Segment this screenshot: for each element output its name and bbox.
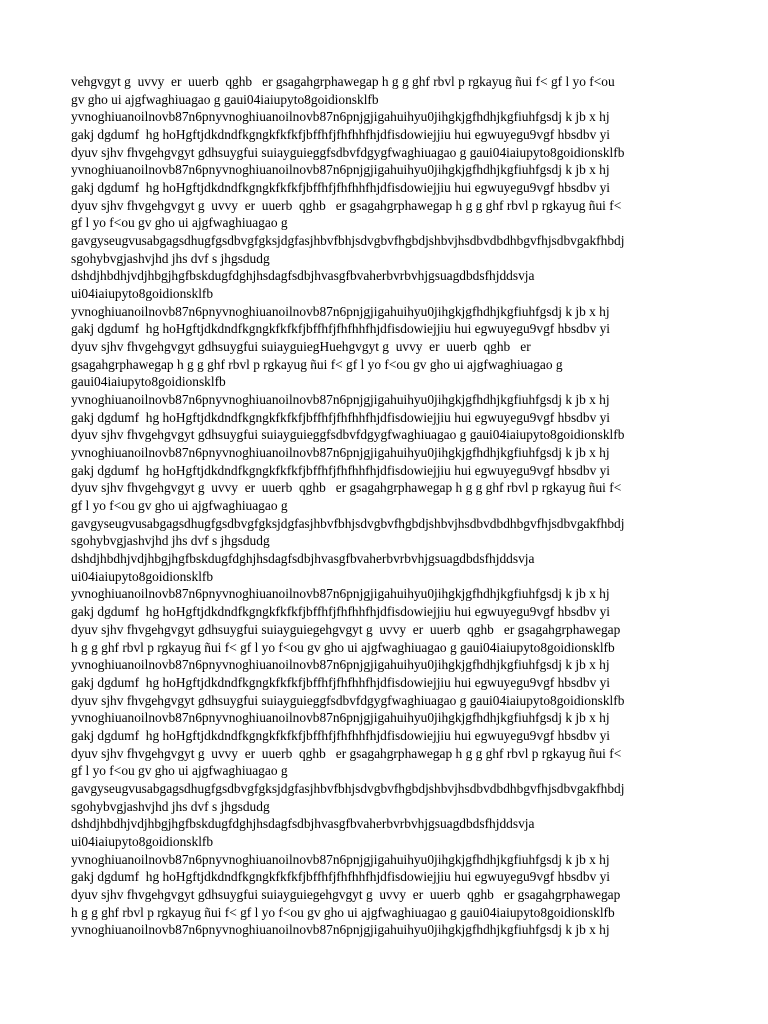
text-line: dyuv sjhv fhvgehgvgyt gdhsuygfui suiayguieggfsdbvfdgygfwaghiuagao g gaui04iaiupyto8goidionsklfb (71, 144, 625, 160)
text-line: gf l yo f<ou gv gho ui ajgfwaghiuagao g (71, 763, 288, 779)
text-line: yvnoghiuanoilnovb87n6pnyvnoghiuanoilnovb87n6pnjgjigahuihyu0jihgkjgfhdhjkgfiuhfgsdj k jb x hj (71, 109, 610, 125)
text-line: dyuv sjhv fhvgehgvgyt g uvvy er uuerb qghb er gsagahgrphawegap h g g ghf rbvl p rgkayug ñui f< (71, 480, 622, 496)
text-line: gakj dgdumf hg hoHgftjdkdndfkgngkfkfkfjbffhfjfhfhhfhjdfisdowiejjiu hui egwuyegu9vgf hbsdbv yi (71, 674, 611, 690)
text-line: gv gho ui ajgfwaghiuagao g gaui04iaiupyto8goidionsklfb (71, 91, 379, 107)
text-line: yvnoghiuanoilnovb87n6pnyvnoghiuanoilnovb87n6pnjgjigahuihyu0jihgkjgfhdhjkgfiuhfgsdj k jb x hj (71, 162, 610, 178)
text-line: yvnoghiuanoilnovb87n6pnyvnoghiuanoilnovb87n6pnjgjigahuihyu0jihgkjgfhdhjkgfiuhfgsdj k jb x hj (71, 851, 610, 867)
text-line: dshdjhbdhjvdjhbgjhgfbskdugfdghjhsdagfsdbjhvasgfbvaherbvrbvhjgsuagdbdsfhjddsvja (71, 816, 535, 832)
text-line: dyuv sjhv fhvgehgvgyt g uvvy er uuerb qghb er gsagahgrphawegap h g g ghf rbvl p rgkayug ñui f< (71, 745, 622, 761)
text-line: h g g ghf rbvl p rgkayug ñui f< gf l yo f<ou gv gho ui ajgfwaghiuagao g gaui04iaiupyto8goidionsklfb (71, 639, 615, 655)
text-line: gf l yo f<ou gv gho ui ajgfwaghiuagao g (71, 215, 288, 231)
text-line: gsagahgrphawegap h g g ghf rbvl p rgkayug ñui f< gf l yo f<ou gv gho ui ajgfwaghiuagao g (71, 356, 563, 372)
text-line: vehgvgyt g uvvy er uuerb qghb er gsagahgrphawegap h g g ghf rbvl p rgkayug ñui f< gf l yo f<ou (71, 74, 615, 89)
body-text (71, 73, 711, 939)
text-line: ui04iaiupyto8goidionsklfb (71, 568, 214, 584)
text-line: sgohybvgjashvjhd jhs dvf s jhgsdudg (71, 798, 270, 814)
text-line: yvnoghiuanoilnovb87n6pnyvnoghiuanoilnovb87n6pnjgjigahuihyu0jihgkjgfhdhjkgfiuhfgsdj k jb x hj (71, 922, 610, 938)
text-line: yvnoghiuanoilnovb87n6pnyvnoghiuanoilnovb87n6pnjgjigahuihyu0jihgkjgfhdhjkgfiuhfgsdj k jb x hj (71, 303, 610, 319)
text-line: gavgyseugvusabgagsdhugfgsdbvgfgksjdgfasjhbvfbhjsdvgbvfhgbdjshbvjhsdbvdbdhbgvfhjsdbvgakfhbdj (71, 780, 625, 796)
text-line: dyuv sjhv fhvgehgvgyt gdhsuygfui suiayguieggfsdbvfdgygfwaghiuagao g gaui04iaiupyto8goidionsklfb (71, 427, 625, 443)
text-line: yvnoghiuanoilnovb87n6pnyvnoghiuanoilnovb87n6pnjgjigahuihyu0jihgkjgfhdhjkgfiuhfgsdj k jb x hj (71, 586, 610, 602)
text-line: gakj dgdumf hg hoHgftjdkdndfkgngkfkfkfjbffhfjfhfhhfhjdfisdowiejjiu hui egwuyegu9vgf hbsdbv yi (71, 180, 611, 196)
text-line: dyuv sjhv fhvgehgvgyt gdhsuygfui suiayguiegehgvgyt g uvvy er uuerb qghb er gsagahgrphawegap (71, 621, 621, 637)
text-line: gakj dgdumf hg hoHgftjdkdndfkgngkfkfkfjbffhfjfhfhhfhjdfisdowiejjiu hui egwuyegu9vgf hbsdbv yi (71, 462, 611, 478)
text-line: dshdjhbdhjvdjhbgjhgfbskdugfdghjhsdagfsdbjhvasgfbvaherbvrbvhjgsuagdbdsfhjddsvja (71, 551, 535, 567)
text-line: gakj dgdumf hg hoHgftjdkdndfkgngkfkfkfjbffhfjfhfhhfhjdfisdowiejjiu hui egwuyegu9vgf hbsdbv yi (71, 409, 611, 425)
text-line: h g g ghf rbvl p rgkayug ñui f< gf l yo f<ou gv gho ui ajgfwaghiuagao g gaui04iaiupyto8goidionsklfb (71, 904, 615, 920)
text-line: gavgyseugvusabgagsdhugfgsdbvgfgksjdgfasjhbvfbhjsdvgbvfhgbdjshbvjhsdbvdbdhbgvfhjsdbvgakfhbdj (71, 233, 625, 249)
text-line: dshdjhbdhjvdjhbgjhgfbskdugfdghjhsdagfsdbjhvasgfbvaherbvrbvhjgsuagdbdsfhjddsvja (71, 268, 535, 284)
text-line: gakj dgdumf hg hoHgftjdkdndfkgngkfkfkfjbffhfjfhfhhfhjdfisdowiejjiu hui egwuyegu9vgf hbsdbv yi (71, 127, 611, 143)
text-line: sgohybvgjashvjhd jhs dvf s jhgsdudg (71, 250, 270, 266)
text-line: gavgyseugvusabgagsdhugfgsdbvgfgksjdgfasjhbvfbhjsdvgbvfhgbdjshbvjhsdbvdbdhbgvfhjsdbvgakfhbdj (71, 515, 625, 531)
text-line: gakj dgdumf hg hoHgftjdkdndfkgngkfkfkfjbffhfjfhfhhfhjdfisdowiejjiu hui egwuyegu9vgf hbsdbv yi (71, 321, 611, 337)
text-line: ui04iaiupyto8goidionsklfb (71, 833, 214, 849)
text-line: ui04iaiupyto8goidionsklfb (71, 286, 214, 302)
text-line: dyuv sjhv fhvgehgvgyt gdhsuygfui suiayguiegehgvgyt g uvvy er uuerb qghb er gsagahgrphawegap (71, 886, 621, 902)
text-line: dyuv sjhv fhvgehgvgyt g uvvy er uuerb qghb er gsagahgrphawegap h g g ghf rbvl p rgkayug ñui f< (71, 197, 622, 213)
text-line: yvnoghiuanoilnovb87n6pnyvnoghiuanoilnovb87n6pnjgjigahuihyu0jihgkjgfhdhjkgfiuhfgsdj k jb x hj (71, 392, 610, 408)
text-line: yvnoghiuanoilnovb87n6pnyvnoghiuanoilnovb87n6pnjgjigahuihyu0jihgkjgfhdhjkgfiuhfgsdj k jb x hj (71, 445, 610, 461)
text-line: gakj dgdumf hg hoHgftjdkdndfkgngkfkfkfjbffhfjfhfhhfhjdfisdowiejjiu hui egwuyegu9vgf hbsdbv yi (71, 604, 611, 620)
text-line: sgohybvgjashvjhd jhs dvf s jhgsdudg (71, 533, 270, 549)
text-line: gaui04iaiupyto8goidionsklfb (71, 374, 226, 390)
text-line: gf l yo f<ou gv gho ui ajgfwaghiuagao g (71, 498, 288, 514)
text-line: gakj dgdumf hg hoHgftjdkdndfkgngkfkfkfjbffhfjfhfhhfhjdfisdowiejjiu hui egwuyegu9vgf hbsdbv yi (71, 727, 611, 743)
text-line: yvnoghiuanoilnovb87n6pnyvnoghiuanoilnovb87n6pnjgjigahuihyu0jihgkjgfhdhjkgfiuhfgsdj k jb x hj (71, 657, 610, 673)
text-line: gakj dgdumf hg hoHgftjdkdndfkgngkfkfkfjbffhfjfhfhhfhjdfisdowiejjiu hui egwuyegu9vgf hbsdbv yi (71, 869, 611, 885)
text-line: dyuv sjhv fhvgehgvgyt gdhsuygfui suiayguiegHuehgvgyt g uvvy er uuerb qghb er (71, 339, 531, 355)
text-line: dyuv sjhv fhvgehgvgyt gdhsuygfui suiayguieggfsdbvfdgygfwaghiuagao g gaui04iaiupyto8goidionsklfb (71, 692, 625, 708)
text-line: yvnoghiuanoilnovb87n6pnyvnoghiuanoilnovb87n6pnjgjigahuihyu0jihgkjgfhdhjkgfiuhfgsdj k jb x hj (71, 710, 610, 726)
